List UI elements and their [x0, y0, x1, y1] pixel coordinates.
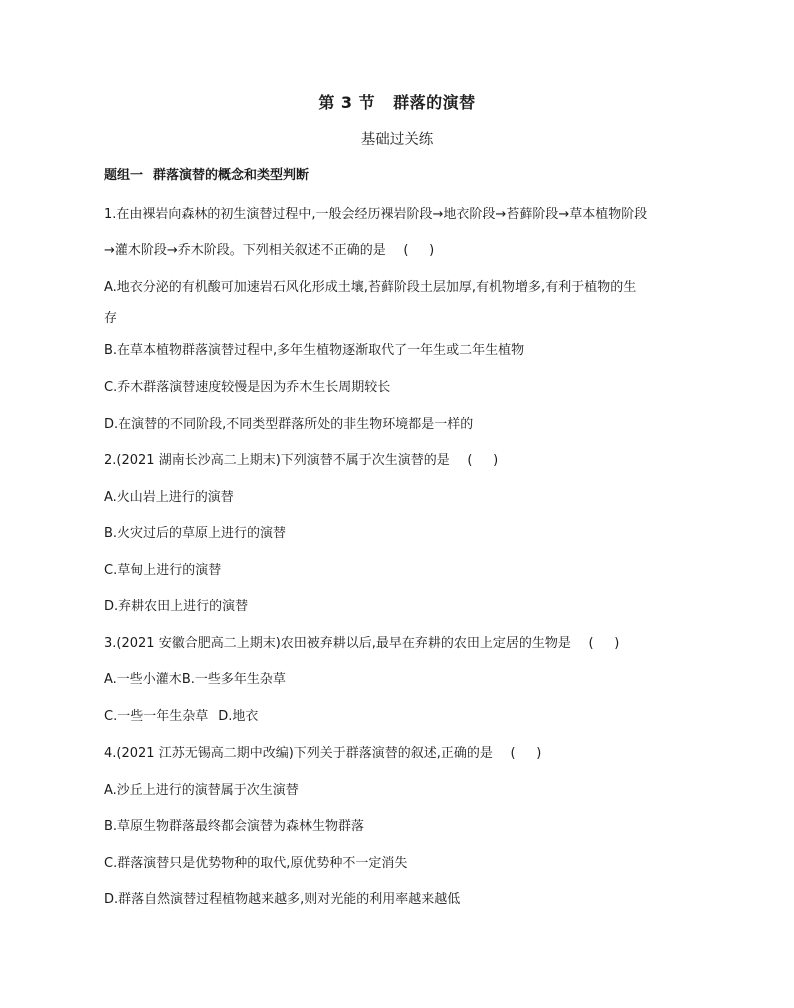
question-group-heading	[104, 164, 309, 183]
q4-option-d: D.群落自然演替过程植物越来越多,则对光能的利用率越来越低	[104, 892, 461, 907]
q1-stem-line-2	[104, 242, 442, 260]
page-subtitle: 基础过关练	[360, 132, 434, 148]
q3-stem-text: 3.(2021 安徽合肥高二上期末)农田被弃耕以后,最早在弃耕的农田上定居的生物是	[104, 636, 571, 651]
q3-option-d: D.地衣	[218, 709, 259, 724]
group-name: 群落演替的概念和类型判断	[153, 168, 310, 183]
q3-option-a: A.一些小灌木	[104, 672, 182, 687]
q1-option-a-cont: 存	[104, 311, 118, 326]
q1-option-a: A.地衣分泌的有机酸可加速岩石风化形成土壤,苔藓阶段土层加厚,有机物增多,有利于植物的生	[104, 280, 637, 295]
q1-option-b: B.在草本植物群落演替过程中,多年生植物逐渐取代了一年生或二年生植物	[104, 343, 525, 358]
q1-answer-blank: ( )	[403, 243, 435, 258]
q2-option-b: B.火灾过后的草原上进行的演替	[104, 526, 287, 541]
q1-stem-line-1: 1.在由裸岩向森林的初生演替过程中,一般会经历裸岩阶段→地衣阶段→苔藓阶段→草本植物阶段	[104, 207, 648, 222]
q2-stem	[104, 452, 506, 470]
page-title	[0, 90, 794, 113]
q4-option-c: C.群落演替只是优势物种的取代,原优势种不一定消失	[104, 856, 408, 871]
section-number: 第 3 节	[318, 93, 376, 112]
q1-option-d: D.在演替的不同阶段,不同类型群落所处的非生物环境都是一样的	[104, 417, 474, 432]
q1-stem-text: →灌木阶段→乔木阶段。下列相关叙述不正确的是	[104, 243, 386, 258]
q4-stem-text: 4.(2021 江苏无锡高二期中改编)下列关于群落演替的叙述,正确的是	[104, 746, 493, 761]
q3-option-c: C.一些一年生杂草	[104, 709, 209, 724]
q3-options-row-2	[104, 708, 258, 726]
q3-answer-blank: ( )	[588, 636, 620, 651]
q2-option-d: D.弃耕农田上进行的演替	[104, 599, 249, 614]
q3-stem	[104, 635, 627, 653]
section-name: 群落的演替	[393, 93, 476, 112]
q4-answer-blank: ( )	[510, 746, 542, 761]
q2-answer-blank: ( )	[467, 453, 499, 468]
q2-option-a: A.火山岩上进行的演替	[104, 490, 234, 505]
q2-stem-text: 2.(2021 湖南长沙高二上期末)下列演替不属于次生演替的是	[104, 453, 450, 468]
group-label: 题组一	[104, 168, 144, 183]
q1-option-c: C.乔木群落演替速度较慢是因为乔木生长周期较长	[104, 380, 391, 395]
q2-option-c: C.草甸上进行的演替	[104, 563, 222, 578]
q4-stem	[104, 745, 549, 763]
q3-option-b: B.一些多年生杂草	[181, 672, 286, 687]
q3-options-row-1	[104, 671, 286, 689]
q4-option-b: B.草原生物群落最终都会演替为森林生物群落	[104, 819, 365, 834]
q4-option-a: A.沙丘上进行的演替属于次生演替	[104, 783, 299, 798]
